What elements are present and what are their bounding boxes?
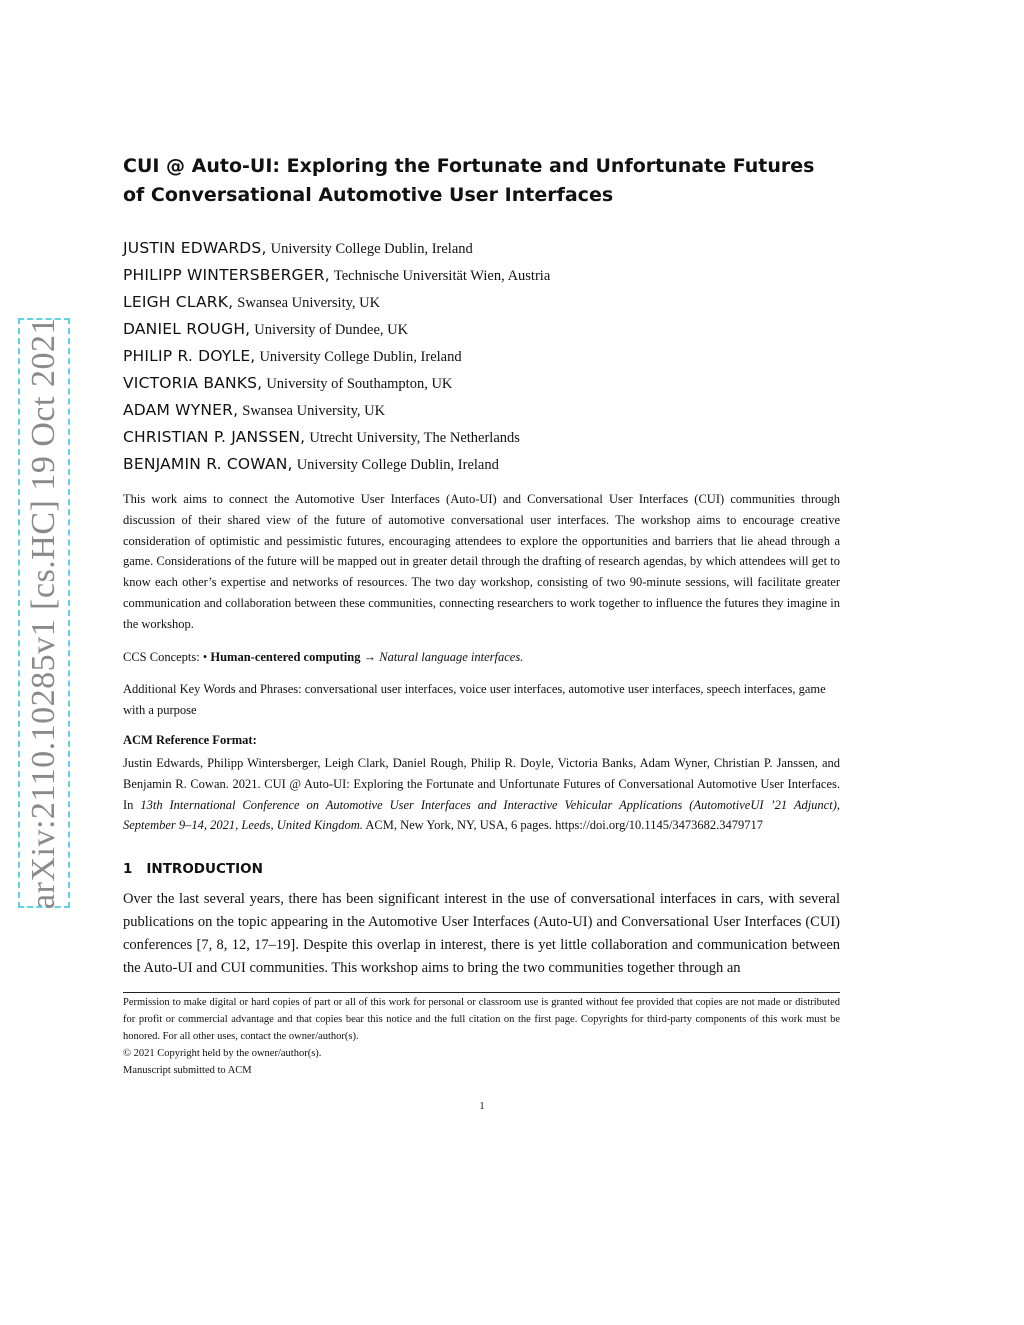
- copyright-notice: © 2021 Copyright held by the owner/author(s).: [123, 1048, 322, 1059]
- arxiv-stamp: [18, 318, 70, 908]
- acm-reference: [123, 753, 840, 836]
- author-name: PHILIPP WINTERSBERGER,: [123, 266, 330, 284]
- author-affiliation: Swansea University, UK: [242, 403, 386, 419]
- author-entry: [123, 424, 840, 451]
- author-entry: [123, 397, 840, 424]
- author-name: VICTORIA BANKS,: [123, 374, 263, 392]
- section-heading: [123, 861, 263, 877]
- footnote-divider: [123, 992, 840, 993]
- author-affiliation: University College Dublin, Ireland: [296, 457, 499, 473]
- author-affiliation: University College Dublin, Ireland: [259, 349, 462, 365]
- author-name: CHRISTIAN P. JANSSEN,: [123, 428, 306, 446]
- section-title: INTRODUCTION: [146, 861, 263, 877]
- author-entry: [123, 451, 840, 478]
- author-affiliation: Swansea University, UK: [237, 295, 381, 311]
- author-affiliation: University of Dundee, UK: [254, 322, 409, 338]
- acm-reference-publisher: ACM, New York, NY, USA, 6 pages.: [365, 818, 552, 833]
- ccs-arrow: →: [363, 650, 377, 664]
- keywords: Additional Key Words and Phrases: conversational user interfaces, voice user interfaces, automotive user interfaces, speech interfaces, game with a purpose: [123, 682, 826, 717]
- ccs-concepts: [123, 647, 840, 668]
- paper-title: CUI @ Auto-UI: Exploring the Fortunate and Unfortunate Futures of Conversational Automotive User Interfaces: [123, 155, 815, 206]
- author-list: [123, 235, 840, 478]
- manuscript-note: Manuscript submitted to ACM: [123, 1065, 252, 1076]
- author-affiliation: Utrecht University, The Netherlands: [309, 430, 520, 446]
- author-entry: [123, 316, 840, 343]
- author-entry: [123, 289, 840, 316]
- introduction-text: Over the last several years, there has been significant interest in the use of conversational interfaces in cars, with several publications on the topic appearing in the Automotive User Interfaces (Auto-UI) and Conversational User Interfaces (CUI) conferences [7, 8, 12, 17–19]. Despite this overlap in interest, there is yet little collaboration and communication between the Auto-UI and CUI communities. This workshop aims to bring the two communities together through an: [123, 891, 840, 976]
- ccs-concept: Human-centered computing: [210, 650, 361, 664]
- ccs-subconcept: Natural language interfaces.: [379, 650, 524, 664]
- page-number: 1: [479, 1101, 485, 1112]
- author-entry: [123, 343, 840, 370]
- author-name: BENJAMIN R. COWAN,: [123, 455, 293, 473]
- abstract: This work aims to connect the Automotive User Interfaces (Auto-UI) and Conversational User Interfaces (CUI) communities through discussion of their shared view of the future of automotive conversational user interfaces. The workshop aims to encourage creative consideration of optimistic and pessimistic futures, encouraging attendees to explore the opportunities and barriers that lie ahead through a game. Considerations of the future will be mapped out in greater detail through the drafting of research agendas, by which attendees will get to know each other’s expertise and networks of resources. The two day workshop, consisting of two 90-minute sessions, will facilitate greater communication and collaboration between these communities, connecting researchers to work together to influence the futures they imagine in the workshop.: [123, 492, 840, 631]
- author-name: LEIGH CLARK,: [123, 293, 234, 311]
- section-number: 1: [123, 861, 133, 877]
- author-name: DANIEL ROUGH,: [123, 320, 251, 338]
- author-affiliation: University of Southampton, UK: [266, 376, 453, 392]
- author-entry: [123, 370, 840, 397]
- ccs-label: CCS Concepts: •: [123, 650, 208, 664]
- author-affiliation: University College Dublin, Ireland: [270, 241, 473, 257]
- author-name: PHILIP R. DOYLE,: [123, 347, 256, 365]
- acm-reference-authors: Justin Edwards, Philipp Wintersberger, Leigh Clark, Daniel Rough, Philip R. Doyle, Victoria Banks, Adam Wyner, Christian P. Janssen, and Benjamin R. Cowan. 2021. CUI @ Auto-UI: Exploring the Fortunate and Unfortunate Futures of Conversational Automotive User Interfaces. In: [123, 756, 840, 812]
- author-name: ADAM WYNER,: [123, 401, 239, 419]
- author-entry: [123, 235, 840, 262]
- author-entry: [123, 262, 840, 289]
- arxiv-identifier[interactable]: arXiv:2110.10285v1 [cs.HC] 19 Oct 2021: [25, 317, 62, 909]
- doi-link[interactable]: https://doi.org/10.1145/3473682.3479717: [555, 818, 764, 833]
- permission-notice: Permission to make digital or hard copies of part or all of this work for personal or classroom use is granted without fee provided that copies are not made or distributed for profit or commercial advantage and that copies bear this notice and the full citation on the first page. Copyrights for third-party components of this work must be honored. For all other uses, contact the owner/author(s).: [123, 997, 840, 1042]
- acm-reference-venue: 13th International Conference on Automotive User Interfaces and Interactive Vehicular Applications (AutomotiveUI ’21 Adjunct), September 9–14, 2021, Leeds, United Kingdom.: [123, 797, 840, 833]
- acm-reference-heading: ACM Reference Format:: [123, 733, 257, 747]
- author-name: JUSTIN EDWARDS,: [123, 239, 267, 257]
- author-affiliation: Technische Universität Wien, Austria: [333, 268, 551, 284]
